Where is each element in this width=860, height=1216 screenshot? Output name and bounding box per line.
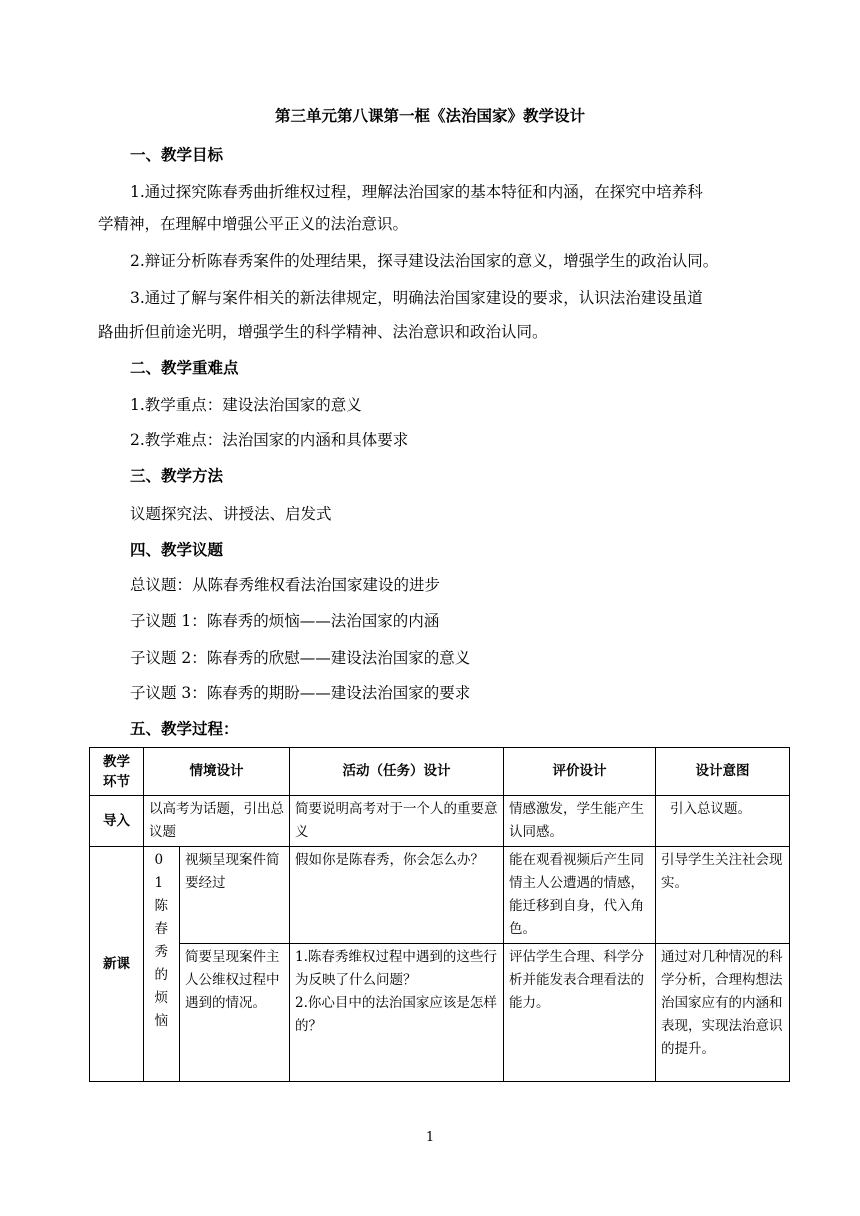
key-point-1: 1.教学重点：建设法治国家的意义 xyxy=(130,396,362,414)
sub-topic-3: 子议题 3：陈春秀的期盼——建设法治国家的要求 xyxy=(130,684,471,702)
sub-topic-2: 子议题 2：陈春秀的欣慰——建设法治国家的意义 xyxy=(130,649,471,667)
subtopic-cell xyxy=(144,847,180,1082)
heading-key-points: 二、教学重难点 xyxy=(130,358,239,377)
objective-2: 2.辩证分析陈春秀案件的处理结果，探寻建设法治国家的意义，增强学生的政治认同。 xyxy=(130,252,719,270)
teaching-process-table xyxy=(89,747,790,1082)
heading-methods: 三、教学方法 xyxy=(130,466,224,485)
intro-scenario: 以高考为话题，引出总议题 xyxy=(144,796,290,847)
header-stage: 教学环节 xyxy=(90,748,144,796)
objective-1-line-1: 1.通过探究陈春秀曲折维权过程，理解法治国家的基本特征和内涵，在探究中培养科 xyxy=(130,183,703,201)
intro-intent: 引入总议题。 xyxy=(656,796,790,847)
objective-3-line-2: 路曲折但前途光明，增强学生的科学精神、法治意识和政治认同。 xyxy=(98,323,548,341)
methods-text: 议题探究法、讲授法、启发式 xyxy=(130,505,332,523)
header-intent: 设计意图 xyxy=(656,748,790,796)
new-row2-scenario: 简要呈现案件主人公维权过程中遇到的情况。 xyxy=(180,944,290,1082)
intro-activity: 简要说明高考对于一个人的重要意义 xyxy=(290,796,504,847)
header-activity: 活动（任务）设计 xyxy=(290,748,504,796)
new-row2-intent: 通过对几种情况的科学分析，合理构想法治国家应有的内涵和表现，实现法治意识的提升。 xyxy=(656,944,790,1082)
heading-objectives: 一、教学目标 xyxy=(130,145,224,164)
objective-1-line-2: 学精神，在理解中增强公平正义的法治意识。 xyxy=(98,215,409,233)
heading-topics: 四、教学议题 xyxy=(130,540,224,559)
table-row-new-1 xyxy=(90,847,790,944)
main-topic: 总议题：从陈春秀维权看法治国家建设的进步 xyxy=(130,576,441,594)
new-row2-activity-q1: 1.陈春秀维权过程中遇到的这些行为反映了什么问题？ xyxy=(295,949,497,988)
table-row-new-2 xyxy=(90,944,790,1082)
page-title: 第三单元第八课第一框《法治国家》教学设计 xyxy=(274,106,585,125)
new-row2-activity-q2: 2.你心目中的法治国家应该是怎样的？ xyxy=(295,995,497,1034)
new-row2-evaluation: 评估学生合理、科学分析并能发表合理看法的能力。 xyxy=(504,944,656,1082)
objective-3-line-1: 3.通过了解与案件相关的新法律规定，明确法治国家建设的要求，认识法治建设虽道 xyxy=(130,289,703,307)
table-row-intro xyxy=(90,796,790,847)
table-header-row xyxy=(90,748,790,796)
sub-topic-1: 子议题 1：陈春秀的烦恼——法治国家的内涵 xyxy=(130,612,440,630)
page-number: 1 xyxy=(425,1130,435,1145)
new-row1-intent: 引导学生关注社会现实。 xyxy=(656,847,790,944)
heading-process: 五、教学过程： xyxy=(130,719,239,738)
header-evaluation: 评价设计 xyxy=(504,748,656,796)
new-row1-activity: 假如你是陈春秀，你会怎么办？ xyxy=(290,847,504,944)
new-row1-scenario: 视频呈现案件简要经过 xyxy=(180,847,290,944)
intro-evaluation: 情感激发，学生能产生认同感。 xyxy=(504,796,656,847)
header-scenario: 情境设计 xyxy=(144,748,290,796)
stage-intro: 导入 xyxy=(90,796,144,847)
stage-new-lesson: 新课 xyxy=(90,847,144,1082)
subtopic-label: 01陈春秀的烦恼 xyxy=(154,852,168,1029)
new-row2-activity xyxy=(290,944,504,1082)
key-point-2: 2.教学难点：法治国家的内涵和具体要求 xyxy=(130,431,409,449)
new-row1-evaluation: 能在观看视频后产生同情主人公遭遇的情感，能迁移到自身，代入角色。 xyxy=(504,847,656,944)
